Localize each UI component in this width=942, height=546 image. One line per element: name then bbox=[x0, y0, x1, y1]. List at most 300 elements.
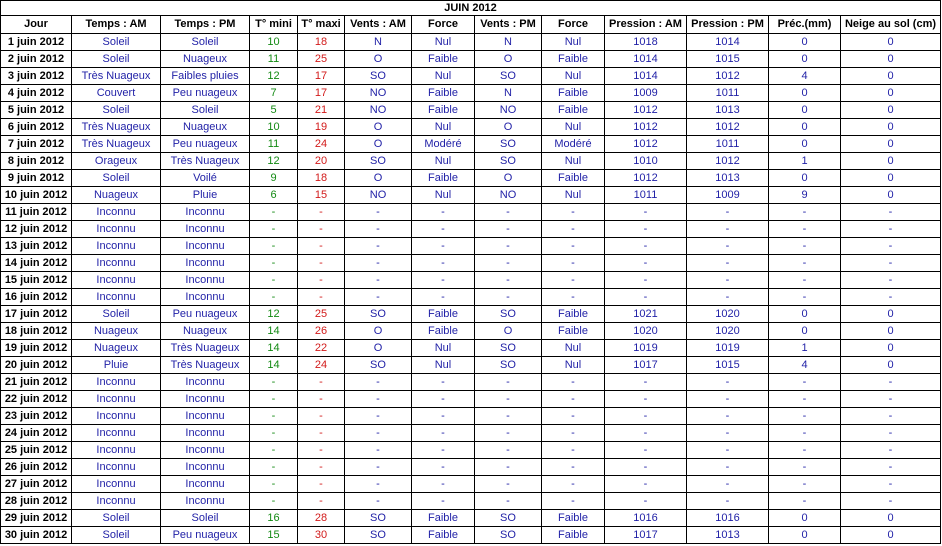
wind-pm-cell[interactable]: SO bbox=[475, 527, 542, 544]
force-pm-cell[interactable]: - bbox=[542, 272, 605, 289]
force-am-cell[interactable]: Nul bbox=[412, 34, 475, 51]
wind-am-cell[interactable]: O bbox=[345, 51, 412, 68]
snow-cell[interactable]: 0 bbox=[841, 119, 941, 136]
precipitation-cell[interactable]: 0 bbox=[769, 34, 841, 51]
weather-pm-cell[interactable]: Soleil bbox=[161, 34, 250, 51]
precipitation-cell[interactable]: 0 bbox=[769, 85, 841, 102]
temp-min-cell[interactable]: 10 bbox=[250, 119, 298, 136]
precipitation-cell[interactable]: 0 bbox=[769, 119, 841, 136]
temp-max-cell[interactable]: - bbox=[298, 238, 345, 255]
snow-cell[interactable]: 0 bbox=[841, 102, 941, 119]
precipitation-cell[interactable]: - bbox=[769, 493, 841, 510]
wind-am-cell[interactable]: - bbox=[345, 425, 412, 442]
weather-pm-cell[interactable]: Inconnu bbox=[161, 238, 250, 255]
pressure-pm-cell[interactable]: - bbox=[687, 204, 769, 221]
wind-pm-cell[interactable]: O bbox=[475, 170, 542, 187]
force-am-cell[interactable]: - bbox=[412, 221, 475, 238]
wind-am-cell[interactable]: - bbox=[345, 255, 412, 272]
precipitation-cell[interactable]: - bbox=[769, 221, 841, 238]
force-pm-cell[interactable]: - bbox=[542, 391, 605, 408]
force-am-cell[interactable]: - bbox=[412, 459, 475, 476]
force-am-cell[interactable]: Faible bbox=[412, 323, 475, 340]
snow-cell[interactable]: - bbox=[841, 272, 941, 289]
header-temp-min[interactable]: T° mini bbox=[250, 16, 298, 34]
weather-pm-cell[interactable]: Nuageux bbox=[161, 119, 250, 136]
wind-pm-cell[interactable]: SO bbox=[475, 153, 542, 170]
force-am-cell[interactable]: Faible bbox=[412, 85, 475, 102]
snow-cell[interactable]: - bbox=[841, 255, 941, 272]
snow-cell[interactable]: 0 bbox=[841, 306, 941, 323]
temp-min-cell[interactable]: 15 bbox=[250, 527, 298, 544]
wind-pm-cell[interactable]: SO bbox=[475, 68, 542, 85]
pressure-pm-cell[interactable]: - bbox=[687, 374, 769, 391]
weather-am-cell[interactable]: Inconnu bbox=[72, 204, 161, 221]
force-pm-cell[interactable]: - bbox=[542, 476, 605, 493]
temp-min-cell[interactable]: - bbox=[250, 238, 298, 255]
weather-pm-cell[interactable]: Pluie bbox=[161, 187, 250, 204]
pressure-pm-cell[interactable]: 1020 bbox=[687, 323, 769, 340]
force-am-cell[interactable]: Faible bbox=[412, 170, 475, 187]
precipitation-cell[interactable]: 0 bbox=[769, 170, 841, 187]
wind-pm-cell[interactable]: SO bbox=[475, 306, 542, 323]
temp-max-cell[interactable]: 17 bbox=[298, 85, 345, 102]
day-cell[interactable]: 18 juin 2012 bbox=[1, 323, 72, 340]
snow-cell[interactable]: 0 bbox=[841, 51, 941, 68]
wind-am-cell[interactable]: SO bbox=[345, 357, 412, 374]
force-am-cell[interactable]: Faible bbox=[412, 306, 475, 323]
weather-am-cell[interactable]: Inconnu bbox=[72, 289, 161, 306]
pressure-pm-cell[interactable]: 1020 bbox=[687, 306, 769, 323]
pressure-pm-cell[interactable]: 1012 bbox=[687, 68, 769, 85]
wind-pm-cell[interactable]: - bbox=[475, 391, 542, 408]
temp-min-cell[interactable]: 12 bbox=[250, 306, 298, 323]
force-am-cell[interactable]: - bbox=[412, 408, 475, 425]
pressure-pm-cell[interactable]: - bbox=[687, 255, 769, 272]
temp-max-cell[interactable]: - bbox=[298, 442, 345, 459]
weather-am-cell[interactable]: Inconnu bbox=[72, 272, 161, 289]
temp-max-cell[interactable]: - bbox=[298, 272, 345, 289]
force-am-cell[interactable]: Nul bbox=[412, 357, 475, 374]
wind-am-cell[interactable]: SO bbox=[345, 527, 412, 544]
weather-am-cell[interactable]: Inconnu bbox=[72, 238, 161, 255]
wind-am-cell[interactable]: NO bbox=[345, 102, 412, 119]
pressure-pm-cell[interactable]: - bbox=[687, 476, 769, 493]
weather-am-cell[interactable]: Inconnu bbox=[72, 442, 161, 459]
snow-cell[interactable]: 0 bbox=[841, 187, 941, 204]
pressure-am-cell[interactable]: - bbox=[605, 493, 687, 510]
wind-am-cell[interactable]: SO bbox=[345, 153, 412, 170]
precipitation-cell[interactable]: - bbox=[769, 374, 841, 391]
weather-pm-cell[interactable]: Voilé bbox=[161, 170, 250, 187]
wind-pm-cell[interactable]: - bbox=[475, 255, 542, 272]
weather-pm-cell[interactable]: Inconnu bbox=[161, 374, 250, 391]
precipitation-cell[interactable]: 0 bbox=[769, 323, 841, 340]
day-cell[interactable]: 10 juin 2012 bbox=[1, 187, 72, 204]
force-am-cell[interactable]: Faible bbox=[412, 102, 475, 119]
wind-am-cell[interactable]: SO bbox=[345, 306, 412, 323]
force-pm-cell[interactable]: Nul bbox=[542, 340, 605, 357]
temp-min-cell[interactable]: 14 bbox=[250, 357, 298, 374]
temp-max-cell[interactable]: 15 bbox=[298, 187, 345, 204]
weather-pm-cell[interactable]: Peu nuageux bbox=[161, 85, 250, 102]
wind-pm-cell[interactable]: - bbox=[475, 204, 542, 221]
force-am-cell[interactable]: Nul bbox=[412, 68, 475, 85]
wind-pm-cell[interactable]: - bbox=[475, 425, 542, 442]
pressure-pm-cell[interactable]: - bbox=[687, 221, 769, 238]
force-pm-cell[interactable]: Faible bbox=[542, 306, 605, 323]
pressure-pm-cell[interactable]: 1013 bbox=[687, 527, 769, 544]
wind-pm-cell[interactable]: SO bbox=[475, 510, 542, 527]
force-am-cell[interactable]: - bbox=[412, 425, 475, 442]
pressure-pm-cell[interactable]: 1016 bbox=[687, 510, 769, 527]
wind-am-cell[interactable]: - bbox=[345, 374, 412, 391]
header-weather-pm[interactable]: Temps : PM bbox=[161, 16, 250, 34]
wind-pm-cell[interactable]: - bbox=[475, 459, 542, 476]
pressure-pm-cell[interactable]: 1012 bbox=[687, 153, 769, 170]
pressure-am-cell[interactable]: 1021 bbox=[605, 306, 687, 323]
pressure-am-cell[interactable]: 1012 bbox=[605, 136, 687, 153]
pressure-pm-cell[interactable]: 1019 bbox=[687, 340, 769, 357]
temp-max-cell[interactable]: - bbox=[298, 459, 345, 476]
snow-cell[interactable]: 0 bbox=[841, 340, 941, 357]
pressure-am-cell[interactable]: 1020 bbox=[605, 323, 687, 340]
pressure-pm-cell[interactable]: 1013 bbox=[687, 102, 769, 119]
wind-am-cell[interactable]: - bbox=[345, 272, 412, 289]
wind-am-cell[interactable]: SO bbox=[345, 510, 412, 527]
precipitation-cell[interactable]: 9 bbox=[769, 187, 841, 204]
force-am-cell[interactable]: Faible bbox=[412, 51, 475, 68]
weather-pm-cell[interactable]: Inconnu bbox=[161, 272, 250, 289]
temp-min-cell[interactable]: 10 bbox=[250, 34, 298, 51]
pressure-pm-cell[interactable]: 1012 bbox=[687, 119, 769, 136]
weather-am-cell[interactable]: Pluie bbox=[72, 357, 161, 374]
weather-am-cell[interactable]: Orageux bbox=[72, 153, 161, 170]
pressure-am-cell[interactable]: 1014 bbox=[605, 68, 687, 85]
precipitation-cell[interactable]: - bbox=[769, 476, 841, 493]
day-cell[interactable]: 23 juin 2012 bbox=[1, 408, 72, 425]
header-snow[interactable]: Neige au sol (cm) bbox=[841, 16, 941, 34]
weather-pm-cell[interactable]: Inconnu bbox=[161, 221, 250, 238]
weather-am-cell[interactable]: Inconnu bbox=[72, 425, 161, 442]
force-am-cell[interactable]: - bbox=[412, 272, 475, 289]
weather-am-cell[interactable]: Inconnu bbox=[72, 374, 161, 391]
temp-max-cell[interactable]: - bbox=[298, 476, 345, 493]
force-pm-cell[interactable]: - bbox=[542, 255, 605, 272]
temp-min-cell[interactable]: 12 bbox=[250, 153, 298, 170]
force-pm-cell[interactable]: Modéré bbox=[542, 136, 605, 153]
pressure-am-cell[interactable]: - bbox=[605, 221, 687, 238]
day-cell[interactable]: 22 juin 2012 bbox=[1, 391, 72, 408]
pressure-pm-cell[interactable]: 1011 bbox=[687, 85, 769, 102]
day-cell[interactable]: 13 juin 2012 bbox=[1, 238, 72, 255]
snow-cell[interactable]: 0 bbox=[841, 153, 941, 170]
precipitation-cell[interactable]: - bbox=[769, 459, 841, 476]
force-pm-cell[interactable]: - bbox=[542, 238, 605, 255]
pressure-am-cell[interactable]: 1009 bbox=[605, 85, 687, 102]
pressure-am-cell[interactable]: - bbox=[605, 204, 687, 221]
pressure-am-cell[interactable]: - bbox=[605, 289, 687, 306]
force-am-cell[interactable]: - bbox=[412, 476, 475, 493]
temp-max-cell[interactable]: 18 bbox=[298, 34, 345, 51]
weather-am-cell[interactable]: Inconnu bbox=[72, 493, 161, 510]
snow-cell[interactable]: - bbox=[841, 221, 941, 238]
wind-pm-cell[interactable]: - bbox=[475, 272, 542, 289]
precipitation-cell[interactable]: - bbox=[769, 238, 841, 255]
snow-cell[interactable]: - bbox=[841, 204, 941, 221]
temp-max-cell[interactable]: - bbox=[298, 408, 345, 425]
pressure-am-cell[interactable]: 1016 bbox=[605, 510, 687, 527]
pressure-pm-cell[interactable]: 1013 bbox=[687, 170, 769, 187]
wind-pm-cell[interactable]: - bbox=[475, 408, 542, 425]
wind-pm-cell[interactable]: SO bbox=[475, 357, 542, 374]
day-cell[interactable]: 14 juin 2012 bbox=[1, 255, 72, 272]
weather-am-cell[interactable]: Inconnu bbox=[72, 476, 161, 493]
temp-max-cell[interactable]: - bbox=[298, 255, 345, 272]
snow-cell[interactable]: 0 bbox=[841, 357, 941, 374]
wind-pm-cell[interactable]: SO bbox=[475, 340, 542, 357]
pressure-am-cell[interactable]: - bbox=[605, 442, 687, 459]
snow-cell[interactable]: - bbox=[841, 391, 941, 408]
temp-min-cell[interactable]: - bbox=[250, 442, 298, 459]
force-pm-cell[interactable]: Nul bbox=[542, 68, 605, 85]
weather-pm-cell[interactable]: Peu nuageux bbox=[161, 306, 250, 323]
temp-max-cell[interactable]: 18 bbox=[298, 170, 345, 187]
day-cell[interactable]: 9 juin 2012 bbox=[1, 170, 72, 187]
wind-pm-cell[interactable]: - bbox=[475, 493, 542, 510]
wind-am-cell[interactable]: - bbox=[345, 493, 412, 510]
force-pm-cell[interactable]: Faible bbox=[542, 510, 605, 527]
day-cell[interactable]: 26 juin 2012 bbox=[1, 459, 72, 476]
day-cell[interactable]: 4 juin 2012 bbox=[1, 85, 72, 102]
header-force-pm[interactable]: Force bbox=[542, 16, 605, 34]
wind-am-cell[interactable]: - bbox=[345, 204, 412, 221]
weather-am-cell[interactable]: Nuageux bbox=[72, 340, 161, 357]
force-pm-cell[interactable]: Faible bbox=[542, 102, 605, 119]
precipitation-cell[interactable]: 0 bbox=[769, 510, 841, 527]
precipitation-cell[interactable]: 0 bbox=[769, 136, 841, 153]
precipitation-cell[interactable]: - bbox=[769, 425, 841, 442]
force-pm-cell[interactable]: - bbox=[542, 425, 605, 442]
precipitation-cell[interactable]: 0 bbox=[769, 102, 841, 119]
day-cell[interactable]: 15 juin 2012 bbox=[1, 272, 72, 289]
weather-am-cell[interactable]: Soleil bbox=[72, 102, 161, 119]
weather-pm-cell[interactable]: Très Nuageux bbox=[161, 153, 250, 170]
pressure-am-cell[interactable]: 1012 bbox=[605, 170, 687, 187]
pressure-pm-cell[interactable]: - bbox=[687, 289, 769, 306]
snow-cell[interactable]: 0 bbox=[841, 323, 941, 340]
weather-am-cell[interactable]: Soleil bbox=[72, 34, 161, 51]
wind-am-cell[interactable]: NO bbox=[345, 187, 412, 204]
pressure-pm-cell[interactable]: - bbox=[687, 493, 769, 510]
weather-pm-cell[interactable]: Soleil bbox=[161, 102, 250, 119]
snow-cell[interactable]: - bbox=[841, 425, 941, 442]
weather-pm-cell[interactable]: Faibles pluies bbox=[161, 68, 250, 85]
day-cell[interactable]: 30 juin 2012 bbox=[1, 527, 72, 544]
temp-min-cell[interactable]: - bbox=[250, 255, 298, 272]
force-am-cell[interactable]: - bbox=[412, 255, 475, 272]
precipitation-cell[interactable]: - bbox=[769, 272, 841, 289]
pressure-pm-cell[interactable]: 1009 bbox=[687, 187, 769, 204]
snow-cell[interactable]: - bbox=[841, 459, 941, 476]
wind-pm-cell[interactable]: - bbox=[475, 442, 542, 459]
force-pm-cell[interactable]: Faible bbox=[542, 51, 605, 68]
weather-am-cell[interactable]: Inconnu bbox=[72, 408, 161, 425]
wind-pm-cell[interactable]: - bbox=[475, 374, 542, 391]
snow-cell[interactable]: 0 bbox=[841, 170, 941, 187]
snow-cell[interactable]: 0 bbox=[841, 510, 941, 527]
header-precipitation[interactable]: Préc.(mm) bbox=[769, 16, 841, 34]
force-am-cell[interactable]: Faible bbox=[412, 527, 475, 544]
weather-am-cell[interactable]: Très Nuageux bbox=[72, 119, 161, 136]
temp-max-cell[interactable]: 30 bbox=[298, 527, 345, 544]
pressure-am-cell[interactable]: - bbox=[605, 408, 687, 425]
pressure-am-cell[interactable]: - bbox=[605, 255, 687, 272]
wind-pm-cell[interactable]: O bbox=[475, 119, 542, 136]
weather-am-cell[interactable]: Inconnu bbox=[72, 459, 161, 476]
force-am-cell[interactable]: - bbox=[412, 238, 475, 255]
pressure-pm-cell[interactable]: - bbox=[687, 425, 769, 442]
weather-am-cell[interactable]: Nuageux bbox=[72, 187, 161, 204]
temp-max-cell[interactable]: - bbox=[298, 204, 345, 221]
header-pressure-pm[interactable]: Pression : PM bbox=[687, 16, 769, 34]
wind-am-cell[interactable]: - bbox=[345, 238, 412, 255]
day-cell[interactable]: 19 juin 2012 bbox=[1, 340, 72, 357]
day-cell[interactable]: 11 juin 2012 bbox=[1, 204, 72, 221]
temp-min-cell[interactable]: 7 bbox=[250, 85, 298, 102]
temp-min-cell[interactable]: 6 bbox=[250, 187, 298, 204]
temp-max-cell[interactable]: - bbox=[298, 391, 345, 408]
wind-pm-cell[interactable]: - bbox=[475, 238, 542, 255]
force-pm-cell[interactable]: - bbox=[542, 204, 605, 221]
temp-max-cell[interactable]: 21 bbox=[298, 102, 345, 119]
weather-pm-cell[interactable]: Inconnu bbox=[161, 408, 250, 425]
snow-cell[interactable]: - bbox=[841, 289, 941, 306]
day-cell[interactable]: 24 juin 2012 bbox=[1, 425, 72, 442]
temp-max-cell[interactable]: 22 bbox=[298, 340, 345, 357]
weather-pm-cell[interactable]: Nuageux bbox=[161, 323, 250, 340]
day-cell[interactable]: 29 juin 2012 bbox=[1, 510, 72, 527]
force-pm-cell[interactable]: Faible bbox=[542, 323, 605, 340]
day-cell[interactable]: 20 juin 2012 bbox=[1, 357, 72, 374]
wind-pm-cell[interactable]: NO bbox=[475, 102, 542, 119]
force-am-cell[interactable]: - bbox=[412, 204, 475, 221]
pressure-pm-cell[interactable]: 1014 bbox=[687, 34, 769, 51]
day-cell[interactable]: 25 juin 2012 bbox=[1, 442, 72, 459]
day-cell[interactable]: 5 juin 2012 bbox=[1, 102, 72, 119]
weather-pm-cell[interactable]: Inconnu bbox=[161, 255, 250, 272]
precipitation-cell[interactable]: 0 bbox=[769, 306, 841, 323]
force-am-cell[interactable]: - bbox=[412, 374, 475, 391]
temp-min-cell[interactable]: - bbox=[250, 425, 298, 442]
header-force-am[interactable]: Force bbox=[412, 16, 475, 34]
wind-pm-cell[interactable]: SO bbox=[475, 136, 542, 153]
force-am-cell[interactable]: Nul bbox=[412, 340, 475, 357]
header-day[interactable]: Jour bbox=[1, 16, 72, 34]
temp-min-cell[interactable]: 11 bbox=[250, 136, 298, 153]
wind-am-cell[interactable]: N bbox=[345, 34, 412, 51]
force-pm-cell[interactable]: Faible bbox=[542, 527, 605, 544]
pressure-am-cell[interactable]: - bbox=[605, 425, 687, 442]
weather-pm-cell[interactable]: Inconnu bbox=[161, 289, 250, 306]
precipitation-cell[interactable]: 1 bbox=[769, 340, 841, 357]
header-wind-am[interactable]: Vents : AM bbox=[345, 16, 412, 34]
precipitation-cell[interactable]: - bbox=[769, 255, 841, 272]
pressure-am-cell[interactable]: - bbox=[605, 374, 687, 391]
force-am-cell[interactable]: Nul bbox=[412, 187, 475, 204]
day-cell[interactable]: 8 juin 2012 bbox=[1, 153, 72, 170]
wind-am-cell[interactable]: O bbox=[345, 170, 412, 187]
temp-min-cell[interactable]: 9 bbox=[250, 170, 298, 187]
temp-min-cell[interactable]: - bbox=[250, 289, 298, 306]
snow-cell[interactable]: - bbox=[841, 476, 941, 493]
wind-pm-cell[interactable]: - bbox=[475, 221, 542, 238]
precipitation-cell[interactable]: 0 bbox=[769, 527, 841, 544]
precipitation-cell[interactable]: - bbox=[769, 442, 841, 459]
force-pm-cell[interactable]: Nul bbox=[542, 357, 605, 374]
force-pm-cell[interactable]: - bbox=[542, 493, 605, 510]
force-pm-cell[interactable]: - bbox=[542, 374, 605, 391]
force-pm-cell[interactable]: - bbox=[542, 442, 605, 459]
pressure-pm-cell[interactable]: - bbox=[687, 391, 769, 408]
weather-am-cell[interactable]: Inconnu bbox=[72, 255, 161, 272]
wind-am-cell[interactable]: - bbox=[345, 391, 412, 408]
snow-cell[interactable]: - bbox=[841, 493, 941, 510]
force-am-cell[interactable]: Nul bbox=[412, 119, 475, 136]
pressure-am-cell[interactable]: - bbox=[605, 272, 687, 289]
force-am-cell[interactable]: - bbox=[412, 289, 475, 306]
temp-max-cell[interactable]: - bbox=[298, 425, 345, 442]
weather-am-cell[interactable]: Soleil bbox=[72, 170, 161, 187]
snow-cell[interactable]: 0 bbox=[841, 527, 941, 544]
day-cell[interactable]: 1 juin 2012 bbox=[1, 34, 72, 51]
wind-am-cell[interactable]: O bbox=[345, 323, 412, 340]
temp-min-cell[interactable]: - bbox=[250, 408, 298, 425]
wind-am-cell[interactable]: O bbox=[345, 119, 412, 136]
header-pressure-am[interactable]: Pression : AM bbox=[605, 16, 687, 34]
temp-min-cell[interactable]: - bbox=[250, 272, 298, 289]
precipitation-cell[interactable]: - bbox=[769, 391, 841, 408]
temp-min-cell[interactable]: - bbox=[250, 476, 298, 493]
snow-cell[interactable]: 0 bbox=[841, 68, 941, 85]
pressure-pm-cell[interactable]: - bbox=[687, 442, 769, 459]
temp-max-cell[interactable]: 28 bbox=[298, 510, 345, 527]
weather-pm-cell[interactable]: Inconnu bbox=[161, 425, 250, 442]
wind-pm-cell[interactable]: - bbox=[475, 476, 542, 493]
temp-min-cell[interactable]: 11 bbox=[250, 51, 298, 68]
wind-pm-cell[interactable]: O bbox=[475, 51, 542, 68]
wind-am-cell[interactable]: - bbox=[345, 476, 412, 493]
wind-pm-cell[interactable]: O bbox=[475, 323, 542, 340]
pressure-am-cell[interactable]: 1019 bbox=[605, 340, 687, 357]
wind-am-cell[interactable]: - bbox=[345, 408, 412, 425]
weather-pm-cell[interactable]: Peu nuageux bbox=[161, 136, 250, 153]
temp-min-cell[interactable]: - bbox=[250, 204, 298, 221]
snow-cell[interactable]: 0 bbox=[841, 85, 941, 102]
snow-cell[interactable]: - bbox=[841, 408, 941, 425]
weather-pm-cell[interactable]: Inconnu bbox=[161, 476, 250, 493]
weather-pm-cell[interactable]: Soleil bbox=[161, 510, 250, 527]
force-pm-cell[interactable]: Nul bbox=[542, 34, 605, 51]
day-cell[interactable]: 28 juin 2012 bbox=[1, 493, 72, 510]
pressure-am-cell[interactable]: 1012 bbox=[605, 102, 687, 119]
wind-am-cell[interactable]: O bbox=[345, 136, 412, 153]
force-pm-cell[interactable]: - bbox=[542, 221, 605, 238]
precipitation-cell[interactable]: 4 bbox=[769, 68, 841, 85]
wind-am-cell[interactable]: - bbox=[345, 289, 412, 306]
temp-min-cell[interactable]: - bbox=[250, 221, 298, 238]
pressure-am-cell[interactable]: 1014 bbox=[605, 51, 687, 68]
day-cell[interactable]: 16 juin 2012 bbox=[1, 289, 72, 306]
